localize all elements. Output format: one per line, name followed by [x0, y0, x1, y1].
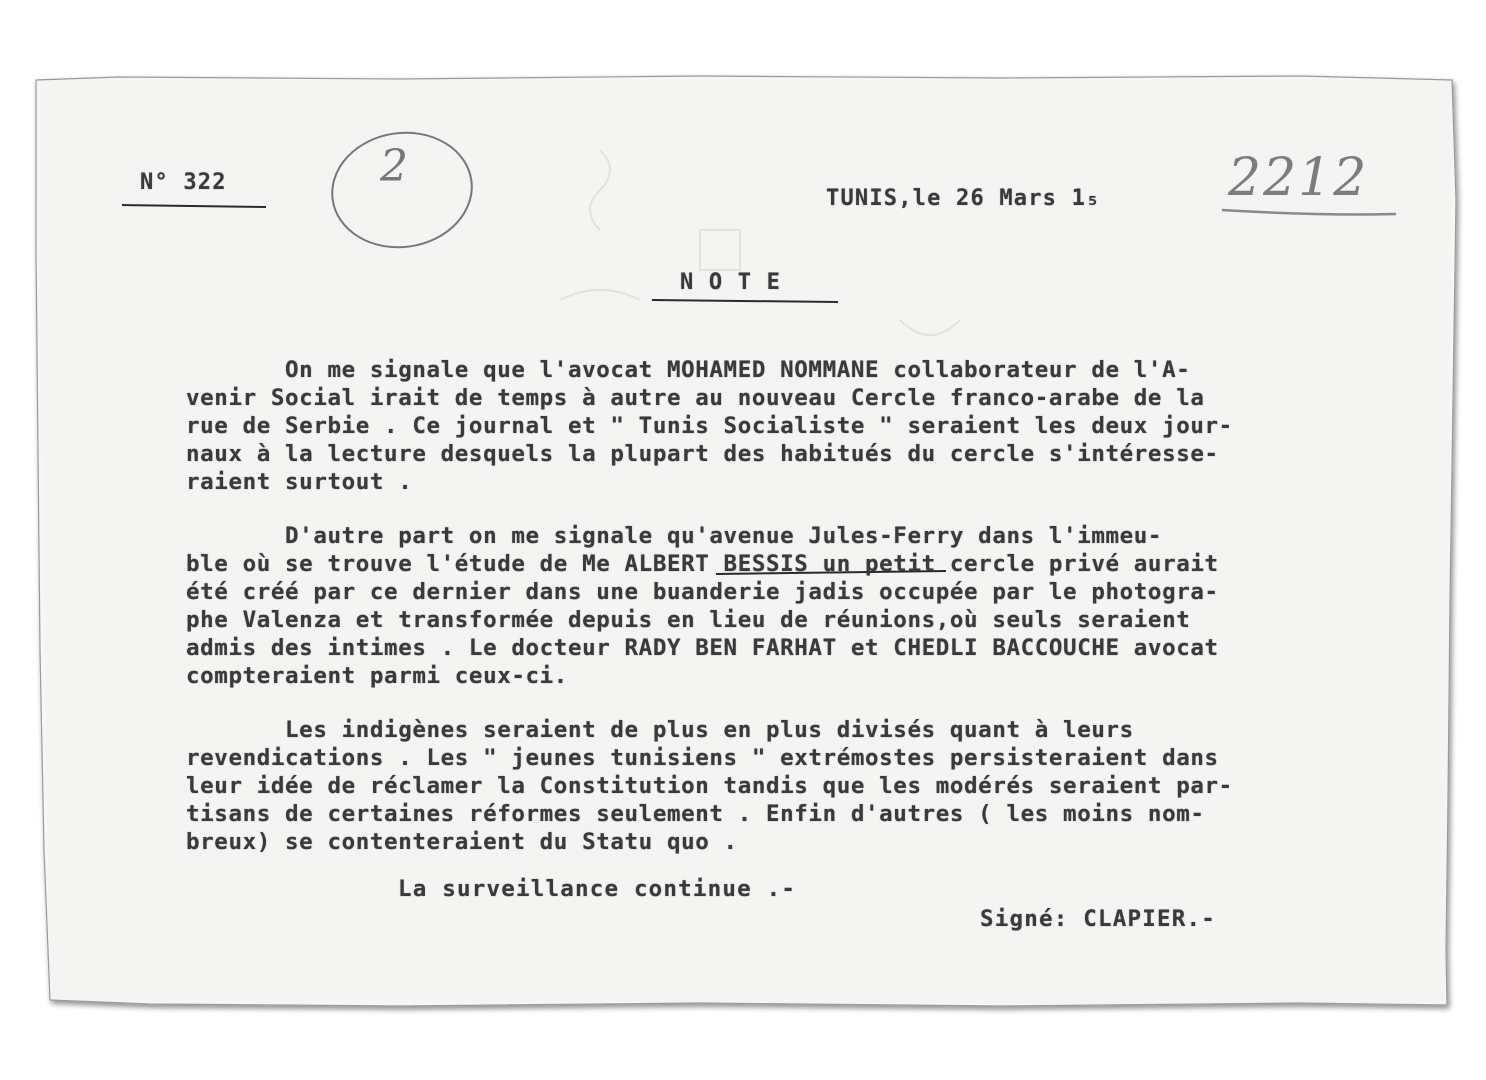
paragraph-line: venir Social irait de temps à autre au nouveau Cercle franco-arabe de la: [186, 385, 1205, 411]
paragraph-line: raient surtout .: [186, 469, 413, 495]
paragraph-line: Les indigènes seraient de plus en plus divisés quant à leurs: [186, 717, 1134, 743]
place-date: TUNIS,le 26 Mars 1₅: [826, 186, 1101, 211]
archive-number: 2212: [1228, 148, 1369, 208]
reference-number: N° 322: [140, 170, 227, 195]
paragraph-line: naux à la lecture desquels la plupart des habitués du cercle s'intéresse-: [186, 441, 1219, 467]
stamp-mark: 2: [380, 141, 408, 192]
paragraph-line: leur idée de réclamer la Constitution tandis que les modérés seraient par-: [186, 773, 1233, 799]
paragraph-2: [186, 522, 1219, 690]
paragraph-1: [186, 356, 1233, 496]
paragraph-3: [186, 716, 1233, 856]
paragraph-line: revendications . Les " jeunes tunisiens " extrémostes persisteraient dans: [186, 745, 1219, 771]
paragraph-line: été créé par ce dernier dans une buanderie jadis occupée par le photogra-: [186, 579, 1219, 605]
paragraph-line: D'autre part on me signale qu'avenue Jules-Ferry dans l'immeu-: [186, 523, 1163, 549]
paragraph-line: On me signale que l'avocat MOHAMED NOMMANE collaborateur de l'A-: [186, 357, 1191, 383]
paragraph-line: phe Valenza et transformée depuis en lieu de réunions,où seuls seraient: [186, 607, 1191, 633]
paragraph-line: tisans de certaines réformes seulement . Enfin d'autres ( les moins nom-: [186, 801, 1205, 827]
paragraph-line: ble où se trouve l'étude de Me ALBERT BESSIS un petit cercle privé aurait: [186, 551, 1219, 577]
paragraph-line: compteraient parmi ceux-ci.: [186, 663, 568, 689]
note-title: N O T E: [680, 270, 782, 295]
signature-line: Signé: CLAPIER.-: [980, 906, 1216, 932]
paragraph-line: admis des intimes . Le docteur RADY BEN FARHAT et CHEDLI BACCOUCHE avocat: [186, 635, 1219, 661]
paragraph-line: rue de Serbie . Ce journal et " Tunis Socialiste " seraient les deux jour-: [186, 413, 1233, 439]
closing-line: La surveillance continue .-: [398, 876, 797, 902]
paragraph-line: breux) se contenteraient du Statu quo .: [186, 829, 738, 855]
